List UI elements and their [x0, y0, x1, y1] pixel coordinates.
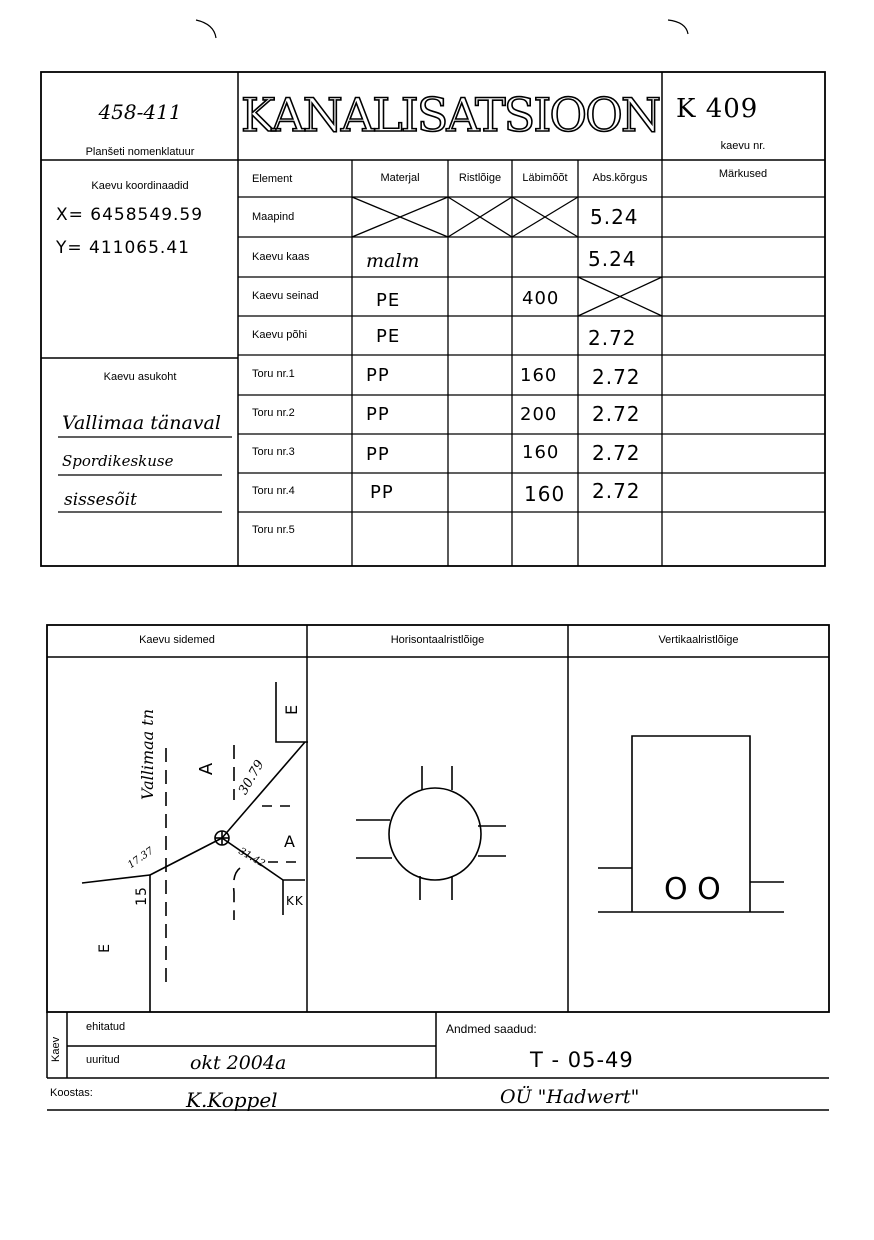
- source-value: T - 05-49: [530, 1048, 634, 1072]
- company-value: OÜ "Hadwert": [500, 1086, 640, 1108]
- page-title: KANALISATSIOON: [240, 88, 660, 142]
- row-diameter: 200: [520, 404, 558, 425]
- coordinates-label: Kaevu koordinaadid: [91, 180, 189, 192]
- row-diameter: 400: [522, 288, 560, 309]
- row-material: PP: [366, 444, 390, 465]
- tie-mark-a-right: A: [284, 832, 296, 851]
- street-label: Vallimaa tn: [138, 708, 157, 800]
- row-diameter: 160: [520, 365, 558, 386]
- sheet-label: Planšeti nomenklatuur: [85, 146, 195, 158]
- row-elevation: 5.24: [588, 247, 637, 271]
- row-material: malm: [366, 250, 420, 272]
- row-material: PE: [376, 290, 401, 311]
- row-elevation: 5.24: [590, 205, 639, 229]
- row-element: Toru nr.3: [252, 446, 295, 458]
- row-element: Maapind: [252, 211, 295, 223]
- row-element: Kaevu kaas: [252, 251, 310, 263]
- coordinate-y: Y= 411065.41: [56, 238, 190, 258]
- col-header-cross: Ristlõige: [458, 172, 502, 184]
- col-header-elevation: Abs.kõrgus: [592, 172, 648, 184]
- row-element: Toru nr.5: [252, 524, 295, 536]
- location-label: Kaevu asukoht: [103, 371, 177, 383]
- source-label: Andmed saadud:: [446, 1022, 537, 1036]
- panel-title-vertical: Vertikaalristlõige: [658, 634, 739, 646]
- sheet-number: 458-411: [98, 100, 182, 124]
- row-element: Toru nr.2: [252, 407, 295, 419]
- built-label: ehitatud: [86, 1021, 126, 1033]
- row-material: PP: [366, 404, 390, 425]
- row-diameter: 160: [522, 442, 560, 463]
- tie-distance-b: 31.42: [236, 846, 267, 870]
- tie-distance-c: 17.37: [126, 845, 156, 872]
- author-value: K.Koppel: [186, 1088, 278, 1112]
- col-header-element: Element: [252, 173, 293, 185]
- row-element: Toru nr.4: [252, 485, 295, 497]
- tie-mark-a-top: A: [196, 761, 218, 776]
- panel-title-horizontal: Horisontaalristlõige: [390, 634, 485, 646]
- measured-value: okt 2004a: [190, 1052, 287, 1074]
- row-elevation: 2.72: [592, 365, 641, 389]
- row-material: PP: [366, 365, 390, 386]
- pipe-marker: O O: [664, 872, 721, 907]
- location-line-3: sissesõit: [64, 490, 137, 510]
- col-header-diameter: Läbimõõt: [522, 172, 568, 184]
- col-header-material: Materjal: [380, 172, 420, 184]
- row-elevation: 2.72: [592, 402, 641, 426]
- measured-label: uuritud: [86, 1054, 120, 1066]
- row-element: Kaevu seinad: [252, 290, 319, 302]
- author-label: Koostas:: [50, 1087, 93, 1099]
- coordinate-x: X= 6458549.59: [56, 205, 204, 225]
- row-elevation: 2.72: [588, 326, 637, 350]
- row-element: Kaevu põhi: [252, 329, 308, 341]
- tie-label-bottom: E: [96, 943, 113, 953]
- row-elevation: 2.72: [592, 441, 641, 465]
- well-label: kaevu nr.: [720, 140, 766, 152]
- footer-side-label: Kaev: [50, 1036, 62, 1062]
- location-line-2: Spordikeskuse: [62, 452, 174, 470]
- tie-label-kk: KK: [286, 894, 304, 908]
- tie-label-mid: 15: [133, 886, 150, 906]
- row-elevation: 2.72: [592, 479, 641, 503]
- row-material: PP: [370, 482, 394, 503]
- row-material: PE: [376, 326, 401, 347]
- row-element: Toru nr.1: [252, 368, 295, 380]
- well-id: K 409: [676, 94, 759, 124]
- tie-distance-a: 30.79: [236, 757, 268, 798]
- row-diameter: 160: [524, 482, 566, 506]
- panel-title-ties: Kaevu sidemed: [139, 634, 215, 646]
- tie-label-top: E: [282, 703, 302, 716]
- col-header-notes: Märkused: [718, 168, 768, 180]
- location-line-1: Vallimaa tänaval: [62, 412, 221, 434]
